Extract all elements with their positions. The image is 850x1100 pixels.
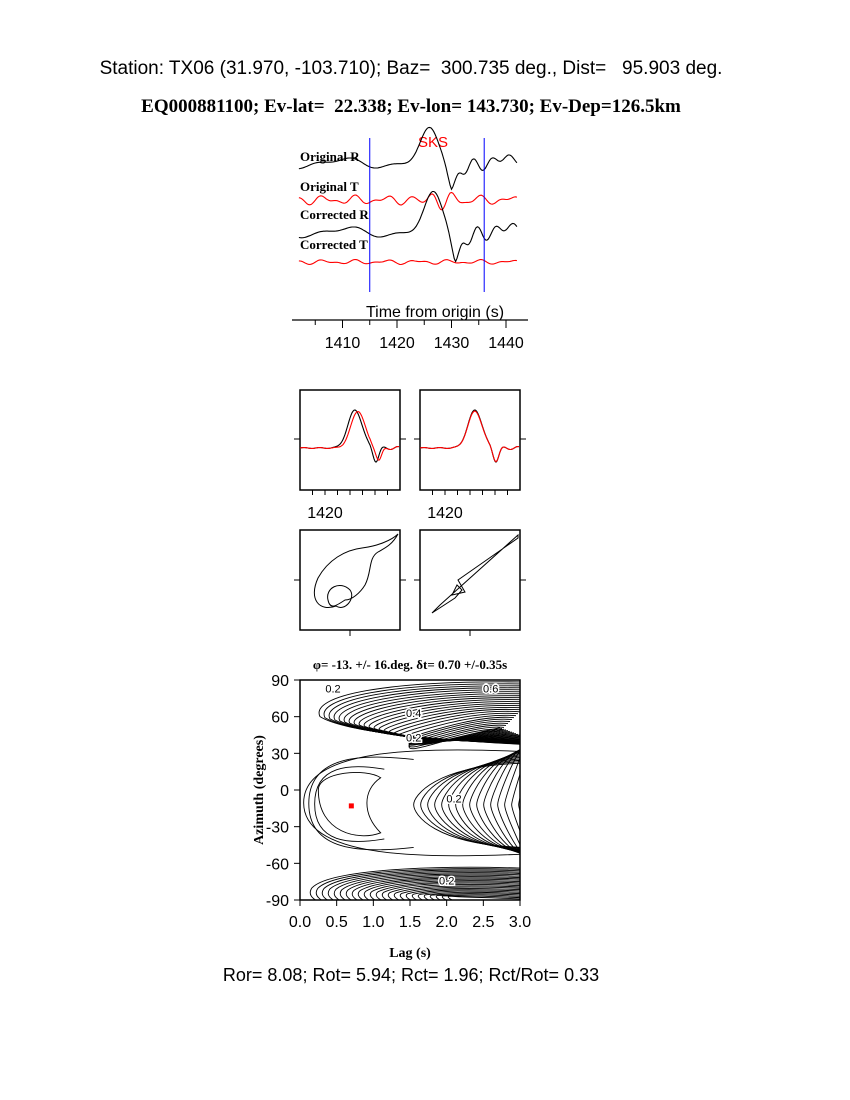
azimuth-tick-label: -30 xyxy=(265,819,289,837)
waveform-line xyxy=(300,410,399,462)
lag-tick-label: 0.5 xyxy=(325,914,348,931)
waveform-comparison-panels xyxy=(294,390,526,522)
best-fit-marker xyxy=(349,803,354,808)
lag-tick-label: 2.5 xyxy=(472,914,495,931)
time-tick-label: 1440 xyxy=(488,335,524,352)
trace-label: Original R xyxy=(300,149,360,164)
contour-line xyxy=(525,734,558,862)
ratio-summary: Ror= 8.08; Rot= 5.94; Rct= 1.96; Rct/Rot= 0.33 xyxy=(222,965,600,985)
event-info-title: EQ000881100; Ev-lat= 22.338; Ev-lon= 143.730; Ev-Dep=126.5km xyxy=(141,96,681,117)
contour-label: 0.4 xyxy=(406,708,422,720)
azimuth-tick-label: 30 xyxy=(271,746,289,764)
lag-tick-label: 0.0 xyxy=(288,914,312,931)
waveform-tick-label-right: 1420 xyxy=(427,505,463,522)
phase-label: SKS xyxy=(417,134,449,151)
lag-tick-label: 1.0 xyxy=(362,914,385,931)
corrected-particle-motion-path xyxy=(432,535,518,613)
original-particle-motion-path xyxy=(314,534,398,608)
contour-label: 0.2 xyxy=(325,683,341,696)
trace-label: Original T xyxy=(300,179,359,194)
azimuth-tick-label: 90 xyxy=(271,673,289,690)
azimuth-axis-label: Azimuth (degrees) xyxy=(252,735,267,845)
contour-line xyxy=(448,896,540,906)
time-tick-label: 1430 xyxy=(433,335,470,352)
contour-line xyxy=(525,738,540,860)
particle-motion-panels xyxy=(294,530,526,636)
waveform-line xyxy=(420,411,519,462)
seismogram-panel xyxy=(292,127,528,352)
corrected-particle-motion-box xyxy=(420,530,520,630)
azimuth-tick-label: -60 xyxy=(265,856,289,874)
original-waveform-box xyxy=(300,390,400,490)
waveform-line xyxy=(420,410,519,462)
contour-line xyxy=(525,732,564,863)
contour-line xyxy=(525,740,534,860)
trace-label: Corrected T xyxy=(300,237,368,252)
contour-label: 0.2 xyxy=(446,793,462,806)
time-tick-label: 1410 xyxy=(324,335,361,352)
azimuth-tick-label: -90 xyxy=(265,893,289,910)
lag-tick-label: 2.0 xyxy=(435,914,458,931)
azimuth-tick-label: 60 xyxy=(271,709,289,727)
waveform-tick-label-left: 1420 xyxy=(307,505,343,522)
lag-tick-label: 1.5 xyxy=(398,914,422,931)
contour-line xyxy=(525,735,551,861)
contour-line xyxy=(525,737,545,861)
contour-title: φ= -13. +/- 16.deg. δt= 0.70 +/-0.35s xyxy=(312,657,508,672)
corrected-waveform-box xyxy=(420,390,520,490)
original-particle-motion-box xyxy=(300,530,400,630)
azimuth-tick-label: 0 xyxy=(280,783,289,800)
station-info-title: Station: TX06 (31.970, -103.710); Baz= 300.735 deg., Dist= 95.903 deg. xyxy=(99,58,723,79)
lag-axis-label: Lag (s) xyxy=(389,946,431,961)
contour-label: 0.2 xyxy=(439,875,455,888)
contour-panel xyxy=(252,657,564,961)
contour-label: 0.2 xyxy=(406,732,422,745)
contour-line xyxy=(304,750,535,856)
contour-label: 0.6 xyxy=(483,683,499,696)
trace-label: Corrected R xyxy=(300,207,369,222)
time-axis-label: Time from origin (s) xyxy=(365,304,505,321)
time-tick-label: 1420 xyxy=(379,335,415,352)
lag-tick-label: 3.0 xyxy=(508,914,532,931)
